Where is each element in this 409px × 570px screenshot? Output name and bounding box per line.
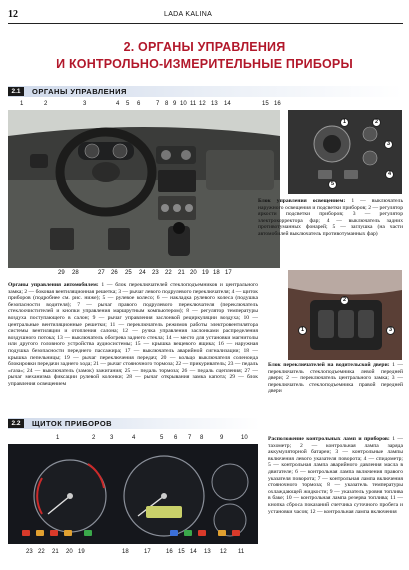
- callout: 17: [144, 549, 151, 555]
- window-switch-illustration: [288, 270, 402, 360]
- callout: 1: [56, 435, 60, 441]
- callout: 7: [188, 435, 192, 441]
- callout: 3: [83, 101, 87, 107]
- instrument-cluster-illustration: [8, 444, 258, 544]
- callout-badge: 3: [386, 326, 395, 335]
- callout: 9: [220, 435, 224, 441]
- callout: 20: [190, 270, 197, 276]
- section-title: ОРГАНЫ УПРАВЛЕНИЯ: [32, 87, 127, 96]
- warning-indicator: [36, 530, 44, 536]
- page-header: [8, 8, 403, 24]
- callout: 4: [132, 435, 136, 441]
- callout: 13: [211, 101, 218, 107]
- high-beam-indicator: [170, 530, 178, 536]
- chapter-title-line2: И КОНТРОЛЬНО-ИЗМЕРИТЕЛЬНЫЕ ПРИБОРЫ: [56, 57, 353, 71]
- callout: 12: [199, 101, 206, 107]
- callout: 21: [52, 549, 59, 555]
- callout-badge: 2: [372, 118, 381, 127]
- callout: 10: [180, 101, 187, 107]
- callout: 8: [200, 435, 204, 441]
- callout: 4: [116, 101, 120, 107]
- warning-indicator: [22, 530, 30, 536]
- section-bar-instruments: [8, 418, 260, 429]
- callout: 20: [66, 549, 73, 555]
- lighting-control-caption: Блок управления освещением: 1 — выключатель наружного освещения и подсветки приборов; 2 — регулятор яркости подсветки приборов; 3 — регулятор электрокорректора фар; 4 — выключатель задних противотуманных фонарей; 5 — заглушка (на части автомобилей выключатель противотуманных фар): [258, 198, 403, 237]
- callout: 29: [58, 270, 65, 276]
- callout: 14: [190, 549, 197, 555]
- callout: 18: [213, 270, 220, 276]
- callout: 9: [173, 101, 177, 107]
- callout: 5: [160, 435, 164, 441]
- section-bar-controls: [8, 86, 403, 97]
- callout: 17: [225, 270, 232, 276]
- callout-badge: 2: [340, 296, 349, 305]
- callout: 6: [137, 101, 141, 107]
- callout: 1: [20, 101, 24, 107]
- fuel-reserve-indicator: [218, 530, 226, 536]
- callout: 24: [139, 270, 146, 276]
- callout: 8: [165, 101, 169, 107]
- callout-badge: 4: [385, 170, 394, 179]
- callout-badge: 1: [340, 118, 349, 127]
- warning-indicator: [232, 530, 240, 536]
- callout: 23: [26, 549, 33, 555]
- section-number: 2.1: [8, 87, 24, 96]
- callout: 26: [111, 270, 118, 276]
- dashboard-illustration: [8, 110, 280, 268]
- section-number: 2.2: [8, 419, 24, 428]
- dashboard-photo: [8, 110, 280, 268]
- callout: 25: [125, 270, 132, 276]
- callout: 19: [202, 270, 209, 276]
- callout: 11: [238, 549, 245, 555]
- callout: 19: [78, 549, 85, 555]
- callout: 21: [178, 270, 185, 276]
- section-title: ЩИТОК ПРИБОРОВ: [32, 419, 113, 428]
- turn-signal-indicator: [184, 530, 192, 536]
- callout: 2: [44, 101, 48, 107]
- callout: 2: [92, 435, 96, 441]
- page-number: 12: [8, 9, 18, 20]
- callout: 15: [178, 549, 185, 555]
- dashboard-controls-caption: Органы управления автомобилем: 1 — блок переключателей стеклоподъемников и центрального замка; 2 — боковая вентиляционная решетка; 3 — рычаг левого подрулевого переключателя; 4 — щиток приборов (подробнее см. рис. ниже); 5 — рулевое колесо; 6 — накладка рулевого колеса (подушка безопасности водителя); 7 — рычаг правого подрулевого переключателя (переключатель стеклоочистителей и кнопки управления маршрутным компьютером); 8 — регулятор температуры воздуха поступающего в салон; 9 — рычаг управления заслонкой рециркуляции воздуха; 10 — центральные вентиляционные решетки; 11 — переключатель режимов работы электровентилятора системы вентиляции и отопления салона; 12 — ручка управления заслонками распределения воздушного потока; 13 — выключатель обогрева заднего стекла; 14 — место для установки магнитолы или другого головного устройства аудиосистемы; 15 — крышка вещевого ящика; 16 — наружная подушка безопасности переднего пассажира; 17 — выключатель аварийной сигнализации; 18 — крышка пепельницы; 19 — рычаг переключения передач; 20 — кольцо выключателя соленоида блокировки передачи заднего хода; 21 — рычаг стояночного тормоза; 22 — прикуриватель; 23 — педаль «газа»; 24 — выключатель (замок) зажигания; 25 — педаль тормоза; 26 — педаль сцепления; 27 — рычаг механизма фиксации рулевой колонки; 28 — рычаг открывания замка капота; 29 — блок управления освещением: [8, 282, 259, 387]
- chapter-title-line1: 2. ОРГАНЫ УПРАВЛЕНИЯ: [123, 40, 286, 54]
- callout: 18: [122, 549, 129, 555]
- callout-badge: 1: [298, 326, 307, 335]
- turn-signal-indicator: [84, 530, 92, 536]
- callout: 15: [262, 101, 269, 107]
- callout: 27: [98, 270, 105, 276]
- window-switch-caption: Блок переключателей на водительской двери: 1 — переключатель стеклоподъемника левой передней двери; 2 — переключатель центрального замка; 3 — переключатель стеклоподъемника правой передней двери: [268, 362, 404, 395]
- callout: 22: [38, 549, 45, 555]
- warning-indicator: [64, 530, 72, 536]
- callout: 22: [165, 270, 172, 276]
- callout: 11: [190, 101, 197, 107]
- callout: 6: [174, 435, 178, 441]
- callout: 16: [274, 101, 281, 107]
- instrument-cluster-caption: Расположение контрольных ламп и приборов: 1 — тахометр; 2 — контрольная лампа заряда аккумуляторной батареи; 3 — контрольные лампы включения левого указателя поворота; 4 — спидометр; 5 — контрольная лампа аварийного давления масла в двигателе; 6 — контрольная лампа включения правого указателя поворота; 7 — контрольная лампа включения стояночного тормоза; 8 — указатель температуры охлаждающей жидкости; 9 — указатель уровня топлива в баке; 10 — контрольная лампа резерва топлива; 11 — кнопка сброса показаний счетчика суточного пробега и установки часов; 12 — контрольная лампа включения: [268, 436, 404, 515]
- callout: 23: [152, 270, 159, 276]
- warning-indicator: [50, 530, 58, 536]
- callout: 5: [126, 101, 130, 107]
- lighting-control-photo: [288, 110, 402, 194]
- callout-badge: 5: [328, 180, 337, 189]
- callout: 16: [166, 549, 173, 555]
- running-head: LADA KALINA: [164, 11, 213, 18]
- window-switch-photo: [288, 270, 402, 360]
- callout: 7: [156, 101, 160, 107]
- instrument-cluster-photo: [8, 444, 258, 544]
- callout: 14: [224, 101, 231, 107]
- callout: 3: [110, 435, 114, 441]
- callout: 10: [241, 435, 248, 441]
- callout: 13: [204, 549, 211, 555]
- callout-badge: 3: [384, 140, 393, 149]
- callout: 12: [220, 549, 227, 555]
- callout: 28: [72, 270, 79, 276]
- warning-indicator: [198, 530, 206, 536]
